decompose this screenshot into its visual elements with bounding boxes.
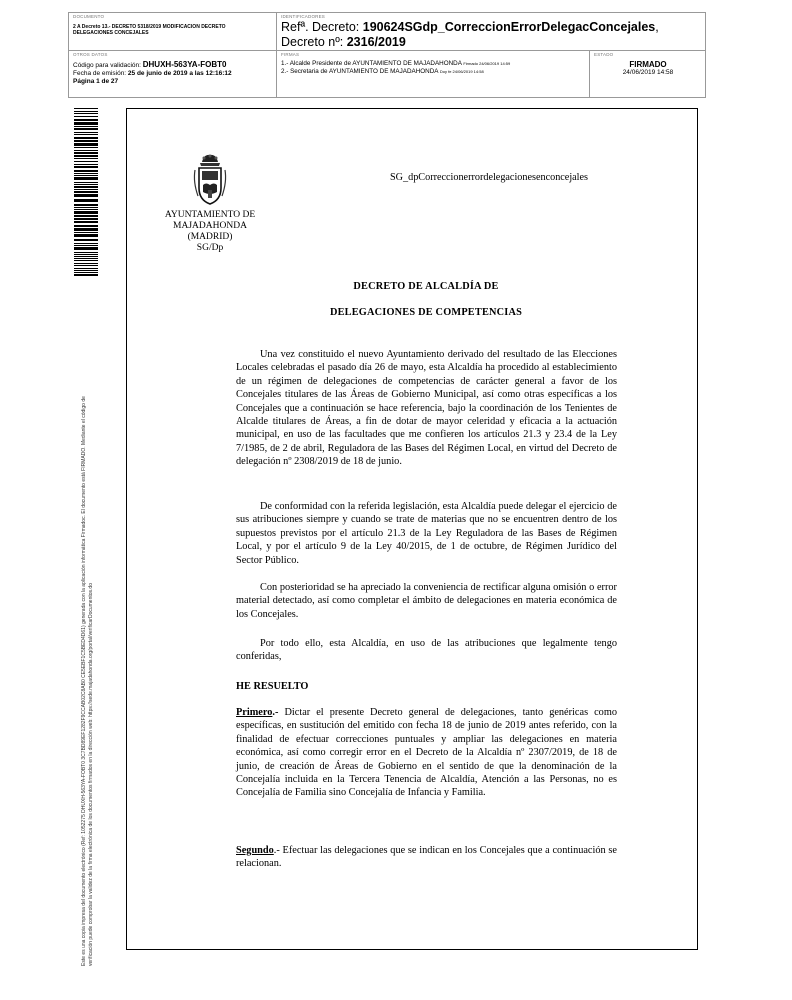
side-verification-text-1: Este es una copia impresa del documento electrónico (Ref: 1052275 DHUXH-563YA-FOBT0 3C7BD89EF1282F9CCAB02C8AB0 CE5EBF1C5BED4D61) generada con la aplicación informática Firmadoc. El documento está FIRMADO. Mediante el código de	[81, 396, 87, 966]
paragraph-1-text: Una vez constituido el nuevo Ayuntamiento derivado del resultado de las Elecciones Locales celebradas el pasado día 26 de mayo, esta Alcaldía ha procedido al establecimiento de un régimen de delegaciones de competencias de carácter general a favor de los Concejales titulares de las Áreas de Gobierno Municipal, así como otras específicas a los Concejales que a continuación se hace referencia, bajo la coordinación de los Tenientes de Alcalde titulares de Áreas, a fin de dotar de mayor celeridad y eficacia a la actuación municipal, en uso de las facultades que me confieren los artículos 21.3 y 23.4 de la Ley 7/1985, de 2 de abril, Reguladora de las Bases del Régimen Local, en virtud del Decreto de delegación nº 2308/2019 de 18 de junio.	[236, 349, 617, 468]
barcode-bar	[74, 182, 98, 183]
firma-1	[281, 60, 585, 68]
barcode-bar	[74, 137, 98, 139]
barcode-bar	[74, 272, 98, 273]
identificadores-label: IDENTIFICADORES	[281, 14, 326, 19]
document-reference: SG_dpCorreccionerrordelegacionesenconcejales	[390, 172, 588, 183]
document-title-line-1: DECRETO DE ALCALDÍA DE	[353, 281, 499, 292]
barcode-bar	[74, 186, 98, 188]
documento-cell	[69, 13, 277, 51]
barcode-bar	[74, 164, 98, 165]
barcode-bar	[74, 191, 98, 193]
barcode-bar	[74, 166, 98, 168]
barcode-bar	[74, 128, 98, 130]
segundo-paragraph	[236, 844, 617, 871]
barcode-bar	[74, 143, 98, 146]
paragraph-4	[236, 637, 617, 664]
paragraph-1	[236, 348, 617, 469]
barcode-bar	[74, 245, 98, 246]
barcode-bar	[74, 132, 98, 133]
org-line: (MADRID)	[187, 232, 233, 242]
segundo-text: .- Efectuar las delegaciones que se indican en los Concejales que a continuación se relacionan.	[236, 845, 617, 870]
paragraph-3-text: Con posterioridad se ha apreciado la conveniencia de rectificar alguna omisión o error material detectado, así como completar el ámbito de delegaciones en materia económica de los Concejales.	[236, 582, 617, 620]
primero-paragraph	[236, 706, 617, 800]
firma-2	[281, 68, 585, 76]
barcode-bar	[74, 268, 98, 269]
firma-1-date: Firmado 24/06/2019 14:59	[463, 61, 511, 66]
ref-suffix: ,	[655, 20, 659, 34]
estado-label: ESTADO	[594, 52, 614, 57]
barcode-bar	[74, 173, 98, 174]
ref-prefix: Refª. Decreto:	[281, 20, 363, 34]
barcode-bar	[74, 207, 98, 208]
barcode-bar	[74, 155, 98, 157]
barcode-bar	[74, 161, 98, 162]
barcode-bar	[74, 218, 98, 220]
coat-of-arms-icon	[190, 152, 230, 208]
barcode-bar	[74, 119, 98, 121]
firma-1-text: 1.- Alcalde Presidente de AYUNTAMIENTO DE MAJADAHONDA	[281, 60, 462, 67]
barcode-bar	[74, 215, 98, 217]
codigo-validacion	[73, 61, 272, 70]
barcode-bar	[74, 204, 98, 206]
pagina: Página 1 de 27	[73, 78, 119, 85]
codigo-value: DHUXH-563YA-FOBT0	[142, 60, 227, 69]
fecha-value: 25 de junio de 2019 a las 12:16:12	[127, 70, 232, 77]
barcode-bar	[74, 108, 98, 109]
barcode-bar	[74, 134, 98, 135]
he-resuelto-heading: HE RESUELTO	[236, 681, 309, 692]
paragraph-2-text: De conformidad con la referida legislación, esta Alcaldía puede delegar el ejercicio de sus atribuciones siempre y cuando se trate de materias que no se encuentren dentro de los supuestos previstos por el artículo 21.3 de la Ley Reguladora de las Bases de Régimen Local, y por el artículo 9 de la Ley 40/2015, de 1 de octubre, de Régimen Jurídico del Sector Público.	[236, 501, 617, 566]
documento-label: DOCUMENTO	[73, 14, 105, 19]
barcode-bar	[74, 189, 98, 190]
barcode-bar	[74, 194, 98, 197]
barcode-bar	[74, 232, 98, 233]
ref-value: 190624SGdp_CorreccionErrorDelegacConcejales	[362, 20, 656, 34]
barcode-bar	[74, 150, 98, 151]
firma-2-text: 2.- Secretaria de AYUNTAMIENTO DE MAJADAHONDA	[281, 68, 439, 75]
barcode-bar	[74, 221, 98, 223]
barcode-bar	[74, 199, 98, 202]
ref-decreto	[281, 20, 702, 35]
codigo-prefix: Código para validación:	[73, 62, 143, 69]
decreto-value: 2316/2019	[346, 35, 406, 49]
paragraph-2	[236, 500, 617, 567]
fecha-emision	[73, 70, 272, 78]
barcode-bar	[74, 263, 98, 264]
decreto-prefix: Decreto nº:	[281, 35, 347, 49]
side-verification-text-2: verificación puede comprobar la validez de la firma electrónica de los documentos firmados en la dirección web: https://sede.majadahonda.org/portal/verificarDocumentos.do	[88, 583, 94, 966]
primero-label: Primero	[236, 707, 273, 718]
barcode-bar	[74, 254, 98, 255]
fecha-prefix: Fecha de emisión:	[73, 70, 128, 77]
firmas-cell	[277, 51, 590, 98]
barcode-bar	[74, 122, 98, 125]
barcode-bar	[74, 256, 98, 257]
barcode-bar	[74, 111, 98, 112]
barcode-bar	[74, 258, 98, 259]
estado-cell	[590, 51, 706, 98]
barcode-bar	[74, 177, 98, 180]
firmas-label: FIRMAS	[281, 52, 300, 57]
barcode-bar	[74, 147, 98, 148]
barcode-bar	[74, 252, 98, 253]
barcode-bar	[74, 239, 98, 241]
barcode-bar	[74, 175, 98, 176]
otros-label: OTROS DATOS	[73, 52, 108, 57]
barcode-bar	[74, 209, 98, 210]
barcode-bar	[74, 116, 98, 117]
barcode-bar	[74, 270, 98, 271]
primero-mark: .-	[272, 707, 279, 718]
barcode-bar	[74, 158, 98, 159]
decreto-number	[281, 35, 702, 50]
firma-2-date: Doy fe 24/06/2019 14:58	[439, 69, 484, 74]
segundo-label: Segundo	[236, 845, 274, 856]
barcode-bar	[74, 260, 98, 261]
estado-date: 24/06/2019 14:58	[622, 69, 674, 76]
org-line: MAJADAHONDA	[173, 221, 247, 231]
barcode-bar	[74, 211, 98, 214]
barcode-bar	[74, 274, 98, 276]
document-header	[68, 12, 706, 98]
barcode-bar	[74, 228, 98, 231]
org-line: SG/Dp	[196, 243, 224, 253]
barcode-bar	[74, 243, 98, 244]
otros-datos-cell	[69, 51, 277, 98]
barcode-bar	[74, 265, 98, 266]
org-line: AYUNTAMIENTO DE	[164, 210, 256, 220]
barcode-graphic	[74, 108, 98, 278]
barcode-bar	[74, 234, 98, 237]
barcode-bar	[74, 126, 98, 127]
barcode-bar	[74, 225, 98, 227]
barcode-bar	[74, 113, 98, 114]
barcode-bar	[74, 140, 98, 142]
barcode-bar	[74, 184, 98, 185]
paragraph-3	[236, 581, 617, 621]
barcode-bar	[74, 152, 98, 154]
document-title-line-2: DELEGACIONES DE COMPETENCIAS	[329, 307, 523, 318]
barcode	[74, 108, 98, 278]
barcode-bar	[74, 247, 98, 250]
organization-block	[160, 210, 260, 254]
estado-value: FIRMADO	[629, 60, 667, 69]
identificadores-cell	[277, 13, 706, 51]
documento-text: 2 A Decreto 13.- DECRETO 5318/2019 MODIFICACION DECRETO DELEGACIONES CONCEJALES	[73, 24, 226, 36]
barcode-bar	[74, 170, 98, 172]
paragraph-4-text: Por todo ello, esta Alcaldía, en uso de las atribuciones que legalmente tengo conferidas,	[236, 638, 617, 663]
primero-text: Dictar el presente Decreto general de delegaciones, tanto genéricas como específicas, en sustitución del emitido con fecha 18 de junio de 2019 antes referido, con la finalidad de efectuar correcciones puntuales y ampliar las delegaciones en materia económica, así como corregir error en el Decreto de la Alcaldía nº 2307/2019, de 18 de junio, de creación de Áreas de Gobierno en el sentido de que la denominación de la Concejalía incluida en la Tercera Tenencia de Alcaldía, Atención a las Personas, no es Concejalía de Familia sino Concejalía de Infancia y Familia.	[236, 707, 617, 799]
